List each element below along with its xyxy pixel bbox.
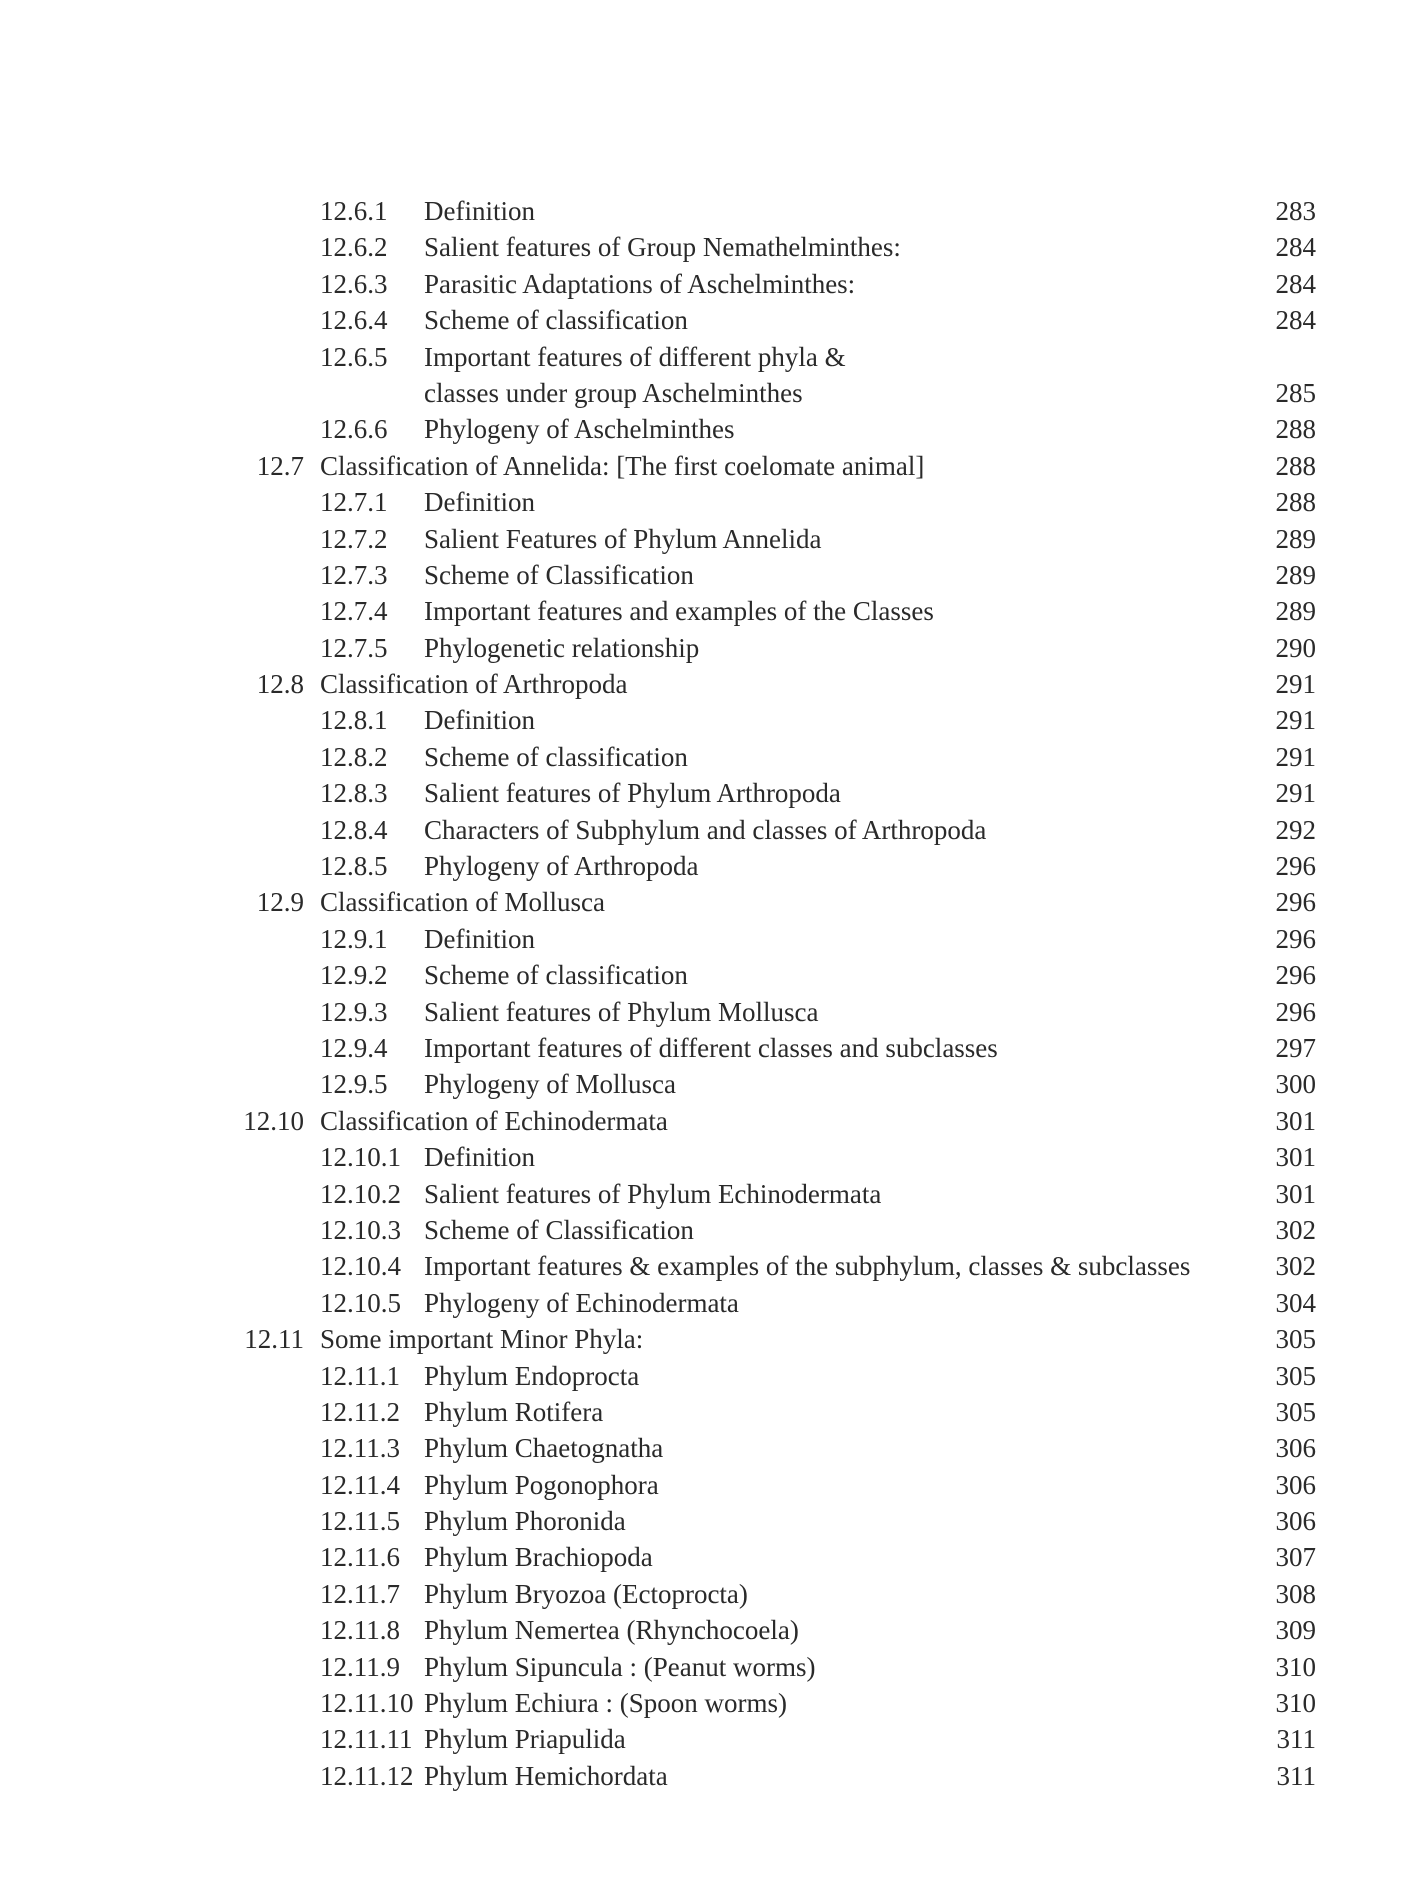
toc-entry-title: Phylum Nemertea (Rhynchocoela) <box>424 1615 799 1646</box>
toc-subsection-entry <box>0 812 1418 848</box>
toc-entry-title: Classification of Annelida: [The first coelomate animal] <box>320 450 925 481</box>
toc-entry-number: 12.7.2 <box>320 523 388 554</box>
toc-entry-page-number: 288 <box>1275 487 1316 518</box>
toc-subsection-entry <box>0 1285 1418 1321</box>
toc-entry-page-number: 289 <box>1275 596 1316 627</box>
toc-entry-number: 12.11.10 <box>320 1688 414 1719</box>
toc-entry-title: Phylum Rotifera <box>424 1396 604 1427</box>
toc-subsection-entry <box>0 994 1418 1030</box>
toc-section-entry <box>0 448 1418 484</box>
toc-entry-title: Phylum Phoronida <box>424 1506 626 1537</box>
toc-entry-page-number: 310 <box>1275 1688 1316 1719</box>
toc-entry-page-number: 296 <box>1275 996 1316 1027</box>
toc-entry-page-number: 301 <box>1275 1178 1316 1209</box>
toc-entry-page-number: 285 <box>1275 377 1316 408</box>
toc-subsection-entry <box>0 193 1418 229</box>
toc-entry-title: Parasitic Adaptations of Aschelminthes: <box>424 268 856 299</box>
toc-subsection-entry <box>0 1612 1418 1648</box>
toc-entry-page-number: 305 <box>1275 1396 1316 1427</box>
toc-subsection-entry <box>0 1576 1418 1612</box>
toc-entry-page-number: 291 <box>1275 669 1316 700</box>
toc-entry-title: Classification of Arthropoda <box>320 669 628 700</box>
toc-subsection-entry <box>0 521 1418 557</box>
toc-entry-page-number: 300 <box>1275 1069 1316 1100</box>
toc-entry-page-number: 288 <box>1275 450 1316 481</box>
toc-entry-page-number: 292 <box>1275 814 1316 845</box>
toc-entry-number: 12.7 <box>256 450 304 481</box>
toc-entry-number: 12.11.8 <box>320 1615 400 1646</box>
toc-entry-number: 12.10 <box>243 1105 304 1136</box>
toc-subsection-entry <box>0 1248 1418 1284</box>
toc-entry-number: 12.10.3 <box>320 1214 401 1245</box>
toc-entry-title: Phylogeny of Arthropoda <box>424 851 699 882</box>
toc-entry-number: 12.9.3 <box>320 996 388 1027</box>
toc-entry-title: Phylum Endoprocta <box>424 1360 640 1391</box>
toc-entry-page-number: 288 <box>1275 414 1316 445</box>
toc-entry-title: Salient features of Phylum Mollusca <box>424 996 819 1027</box>
toc-entry-title: Scheme of classification <box>424 305 688 336</box>
toc-entry-title: Salient Features of Phylum Annelida <box>424 523 822 554</box>
toc-entry-title: Scheme of Classification <box>424 1214 694 1245</box>
toc-section-entry <box>0 1321 1418 1357</box>
toc-entry-page-number: 306 <box>1275 1433 1316 1464</box>
toc-entry-page-number: 305 <box>1275 1360 1316 1391</box>
toc-entry-title: Phylum Echiura : (Spoon worms) <box>424 1688 787 1719</box>
toc-entry-page-number: 306 <box>1275 1506 1316 1537</box>
toc-entry-number: 12.9.1 <box>320 923 388 954</box>
toc-entry-title: Phylum Pogonophora <box>424 1469 659 1500</box>
toc-subsection-entry <box>0 630 1418 666</box>
toc-entry-page-number: 308 <box>1275 1578 1316 1609</box>
toc-entry-number: 12.9.5 <box>320 1069 388 1100</box>
toc-entry-number: 12.11.9 <box>320 1651 400 1682</box>
toc-entry-title: Phylogeny of Aschelminthes <box>424 414 735 445</box>
toc-entry-page-number: 301 <box>1275 1142 1316 1173</box>
toc-entry-number: 12.11.6 <box>320 1542 400 1573</box>
toc-entry-number: 12.10.1 <box>320 1142 401 1173</box>
toc-entry-number: 12.6.2 <box>320 232 388 263</box>
toc-entry-page-number: 297 <box>1275 1032 1316 1063</box>
toc-subsection-entry <box>0 593 1418 629</box>
toc-subsection-entry <box>0 1721 1418 1757</box>
toc-entry-page-number: 301 <box>1275 1105 1316 1136</box>
toc-entry-page-number: 296 <box>1275 887 1316 918</box>
toc-subsection-entry <box>0 1358 1418 1394</box>
toc-entry-number: 12.6.3 <box>320 268 388 299</box>
toc-subsection-entry <box>0 739 1418 775</box>
toc-subsection-entry <box>0 1430 1418 1466</box>
toc-entry-page-number: 291 <box>1275 741 1316 772</box>
toc-entry-number: 12.9.4 <box>320 1032 388 1063</box>
toc-subsection-entry <box>0 848 1418 884</box>
toc-entry-number: 12.6.6 <box>320 414 388 445</box>
toc-subsection-entry <box>0 1212 1418 1248</box>
toc-subsection-entry <box>0 1394 1418 1430</box>
toc-entry-number: 12.10.4 <box>320 1251 401 1282</box>
toc-entry-page-number: 309 <box>1275 1615 1316 1646</box>
toc-entry-number: 12.11.4 <box>320 1469 400 1500</box>
toc-subsection-entry <box>0 775 1418 811</box>
toc-subsection-entry <box>0 484 1418 520</box>
toc-entry-number: 12.7.1 <box>320 487 388 518</box>
toc-entry-page-number: 289 <box>1275 559 1316 590</box>
toc-entry-title: Phylum Brachiopoda <box>424 1542 653 1573</box>
toc-entry-title: Important features & examples of the subphylum, classes & subclasses <box>424 1251 1191 1282</box>
toc-entry-title: Scheme of classification <box>424 741 688 772</box>
toc-entry-title: Salient features of Group Nemathelminthes: <box>424 232 901 263</box>
toc-entry-number: 12.6.1 <box>320 196 388 226</box>
toc-entry-page-number: 296 <box>1275 923 1316 954</box>
toc-entry-page-number: 284 <box>1275 232 1316 263</box>
toc-entry-title: Phylum Sipuncula : (Peanut worms) <box>424 1651 816 1682</box>
toc-entry-number: 12.11.3 <box>320 1433 400 1464</box>
toc-entry-title: Definition <box>424 923 535 954</box>
toc-entry-number: 12.10.5 <box>320 1287 401 1318</box>
toc-subsection-entry <box>0 1758 1418 1794</box>
toc-entry-title: Characters of Subphylum and classes of Arthropoda <box>424 814 987 845</box>
toc-subsection-entry <box>0 1539 1418 1575</box>
toc-entry-number: 12.11.2 <box>320 1396 400 1427</box>
toc-entry-number: 12.6.4 <box>320 305 388 336</box>
toc-entry-number: 12.6.5 <box>320 341 388 372</box>
toc-subsection-entry <box>0 702 1418 738</box>
toc-subsection-entry <box>0 957 1418 993</box>
toc-entry-title: Definition <box>424 487 535 518</box>
toc-subsection-entry <box>0 229 1418 265</box>
toc-entry-page-number: 291 <box>1275 778 1316 809</box>
toc-entry-number: 12.7.4 <box>320 596 388 627</box>
toc-subsection-entry <box>0 1685 1418 1721</box>
toc-section-entry <box>0 1103 1418 1139</box>
toc-entry-title: Scheme of Classification <box>424 559 694 590</box>
toc-entry-title: Classification of Mollusca <box>320 887 605 918</box>
toc-entry-number: 12.9.2 <box>320 960 388 991</box>
toc-entry-page-number: 311 <box>1276 1760 1316 1791</box>
toc-entry-page-number: 311 <box>1276 1724 1316 1755</box>
toc-entry-number: 12.8.2 <box>320 741 388 772</box>
toc-entry-title: Phylum Priapulida <box>424 1724 626 1755</box>
toc-subsection-entry <box>0 1467 1418 1503</box>
toc-entry-number: 12.8.5 <box>320 851 388 882</box>
toc-entry-number: 12.8.3 <box>320 778 388 809</box>
toc-entry-title: Important features and examples of the Classes <box>424 596 934 627</box>
toc-section-entry <box>0 884 1418 920</box>
toc-entry-title: Some important Minor Phyla: <box>320 1324 644 1355</box>
toc-entry-title: Important features of different classes and subclasses <box>424 1032 998 1063</box>
toc-entry-number: 12.9 <box>256 887 304 918</box>
toc-entry-title: Phylum Chaetognatha <box>424 1433 664 1464</box>
toc-entry-number: 12.11.11 <box>320 1724 413 1755</box>
toc-entry-number: 12.11 <box>244 1324 304 1355</box>
toc-entry-number: 12.8 <box>256 669 304 700</box>
toc-entry-page-number: 302 <box>1275 1251 1316 1282</box>
toc-entry-number: 12.7.3 <box>320 559 388 590</box>
toc-subsection-entry <box>0 557 1418 593</box>
toc-subsection-entry <box>0 1503 1418 1539</box>
toc-subsection-entry <box>0 266 1418 302</box>
toc-entry-page-number: 289 <box>1275 523 1316 554</box>
toc-entry-number: 12.7.5 <box>320 632 388 663</box>
toc-entry-number: 12.8.1 <box>320 705 388 736</box>
toc-entry-page-number: 310 <box>1275 1651 1316 1682</box>
toc-subsection-entry <box>0 1030 1418 1066</box>
toc-entry-title: Phylum Bryozoa (Ectoprocta) <box>424 1578 748 1609</box>
toc-entry-page-number: 296 <box>1275 960 1316 991</box>
toc-entry-page-number: 290 <box>1275 632 1316 663</box>
toc-entry-number: 12.11.7 <box>320 1578 400 1609</box>
toc-entry-title: Salient features of Phylum Arthropoda <box>424 778 841 809</box>
toc-entry-page-number: 304 <box>1275 1287 1316 1318</box>
toc-entry-title: Phylogeny of Echinodermata <box>424 1287 739 1318</box>
toc-entry-title: Phylogeny of Mollusca <box>424 1069 676 1100</box>
toc-entry-title: Classification of Echinodermata <box>320 1105 668 1136</box>
toc-section-entry <box>0 666 1418 702</box>
toc-subsection-entry <box>0 375 1418 411</box>
toc-entry-title: Scheme of classification <box>424 960 688 991</box>
toc-entry-number: 12.10.2 <box>320 1178 401 1209</box>
toc-entry-title: Definition <box>424 196 535 226</box>
toc-subsection-entry <box>0 1066 1418 1102</box>
toc-entry-page-number: 305 <box>1275 1324 1316 1355</box>
toc-entry-number: 12.11.1 <box>320 1360 400 1391</box>
toc-subsection-entry <box>0 302 1418 338</box>
toc-entry-page-number: 284 <box>1275 305 1316 336</box>
toc-entry-page-number: 284 <box>1275 268 1316 299</box>
toc-entry-page-number: 306 <box>1275 1469 1316 1500</box>
toc-subsection-entry <box>0 921 1418 957</box>
toc-subsection-entry <box>0 1649 1418 1685</box>
toc-subsection-entry <box>0 411 1418 447</box>
toc-entry-title: Salient features of Phylum Echinodermata <box>424 1178 882 1209</box>
toc-entry-page-number: 296 <box>1275 851 1316 882</box>
toc-entry-page-number: 291 <box>1275 705 1316 736</box>
toc-entry-page-number: 283 <box>1275 196 1316 226</box>
toc-entry-title: Definition <box>424 1142 535 1173</box>
table-of-contents <box>0 193 1418 1794</box>
toc-entry-number: 12.11.12 <box>320 1760 414 1791</box>
toc-entry-title: Phylogenetic relationship <box>424 632 700 663</box>
toc-subsection-entry <box>0 1139 1418 1175</box>
toc-entry-title: Phylum Hemichordata <box>424 1760 668 1791</box>
toc-entry-number: 12.8.4 <box>320 814 388 845</box>
toc-entry-title: Definition <box>424 705 535 736</box>
toc-entry-title: classes under group Aschelminthes <box>424 377 803 408</box>
toc-entry-page-number: 302 <box>1275 1214 1316 1245</box>
toc-entry-page-number: 307 <box>1275 1542 1316 1573</box>
toc-subsection-entry <box>0 1176 1418 1212</box>
toc-entry-title: Important features of different phyla & <box>424 341 846 372</box>
toc-subsection-entry <box>0 339 1418 375</box>
toc-entry-number: 12.11.5 <box>320 1506 400 1537</box>
